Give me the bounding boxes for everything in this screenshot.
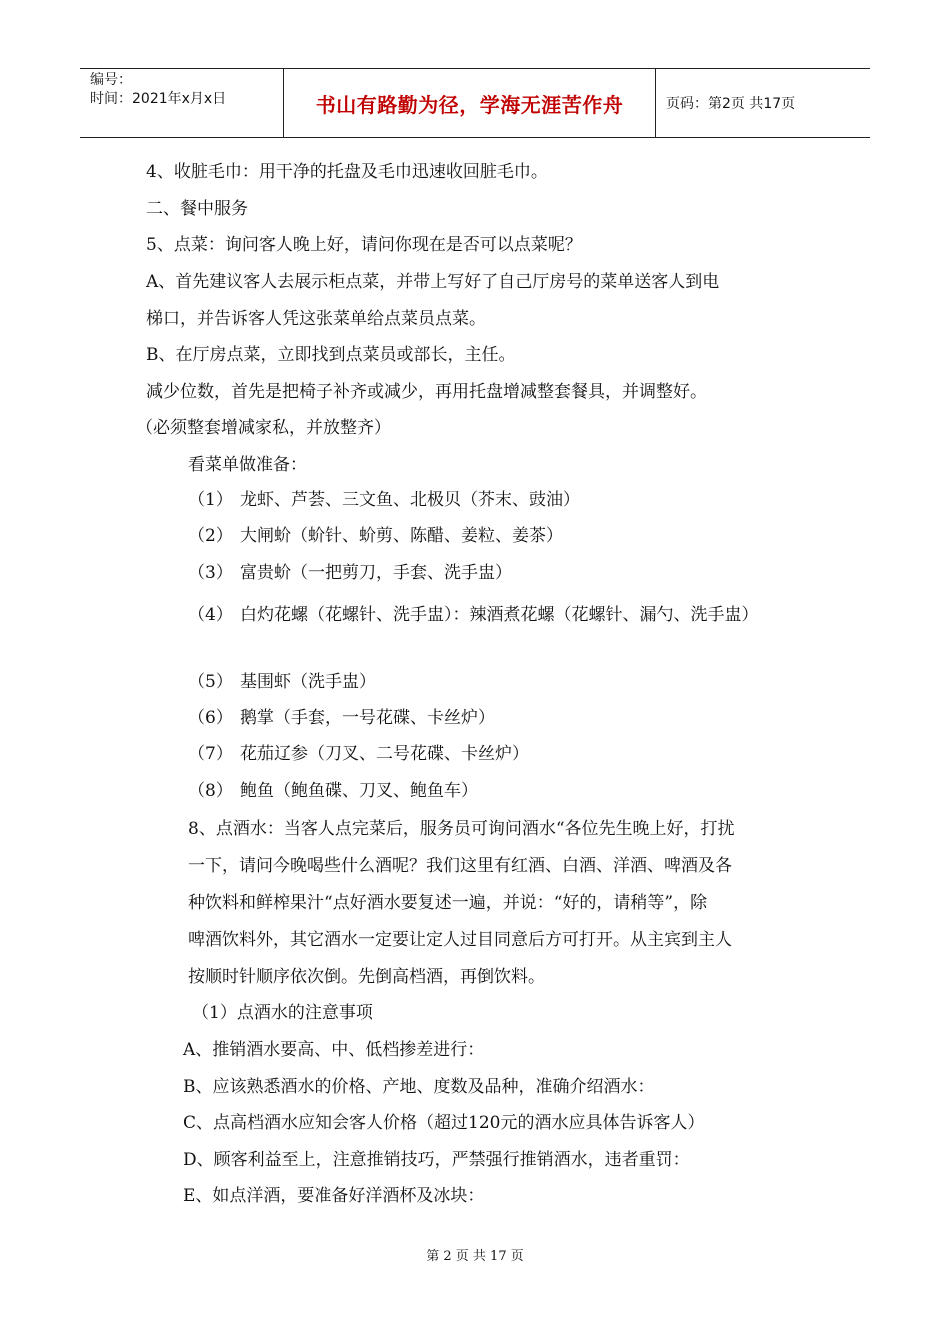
header-motto-cell xyxy=(283,69,656,137)
paragraph-drinks-line1: 8、点酒水：当客人点完菜后，服务员可询问酒水“各位先生晚上好，打扰 xyxy=(188,819,735,839)
list-item-text: 龙虾、芦荟、三文鱼、北极贝（芥末、豉油） xyxy=(240,490,580,510)
list-item-number: （4） xyxy=(188,605,233,625)
page-header xyxy=(80,68,870,138)
list-item-text: 鹅掌（手套，一号花碟、卡丝炉） xyxy=(240,708,495,728)
list-item-number: （8） xyxy=(188,781,233,801)
page-footer: 第 2 页 共 17 页 xyxy=(426,1249,524,1264)
note-b: B、应该熟悉酒水的价格、产地、度数及品种，准确介绍酒水： xyxy=(183,1077,655,1097)
paragraph-collect-towels: 4、收脏毛巾：用干净的托盘及毛巾迅速收回脏毛巾。 xyxy=(146,162,548,182)
paragraph-b: B、在厅房点菜，立即找到点菜员或部长，主任。 xyxy=(146,345,516,365)
list-item xyxy=(188,561,810,585)
list-item-text: 大闸蚧（蚧针、蚧剪、陈醋、姜粒、姜茶） xyxy=(240,526,563,546)
header-page-info xyxy=(656,69,870,137)
subheading-drink-notes: （1）点酒水的注意事项 xyxy=(192,1003,373,1023)
paragraph-note: （必须整套增减家私，并放整齐） xyxy=(136,418,391,438)
list-item-text: 鲍鱼（鲍鱼碟、刀叉、鲍鱼车） xyxy=(240,781,478,801)
paragraph-ordering: 5、点菜：询问客人晚上好，请问你现在是否可以点菜呢？ xyxy=(146,235,582,255)
list-item-text: 白灼花螺（花螺针、洗手盅）：辣酒煮花螺（花螺针、漏勺、洗手盅） xyxy=(240,605,759,625)
list-item-number: （5） xyxy=(188,672,233,692)
list-item-text: 基围虾（洗手盅） xyxy=(240,672,376,692)
paragraph-drinks-line4: 啤酒饮料外，其它酒水一定要让定人过目同意后方可打开。从主宾到主人 xyxy=(188,930,732,950)
paragraph-a-line2: 梯口，并告诉客人凭这张菜单给点菜员点菜。 xyxy=(146,309,486,329)
paragraph-drinks-line5: 按顺时针顺序依次倒。先倒高档酒，再倒饮料。 xyxy=(188,967,545,987)
note-a: A、推销酒水要高、中、低档掺差进行： xyxy=(183,1040,485,1060)
list-item xyxy=(188,488,810,512)
header-motto: 书山有路勤为径，学海无涯苦作舟 xyxy=(315,92,624,117)
list-item-text: 富贵蚧（一把剪刀，手套、洗手盅） xyxy=(240,563,512,583)
note-e: E、如点洋酒，要准备好洋酒杯及冰块： xyxy=(183,1186,485,1206)
document-number-label: 编号： xyxy=(90,72,132,88)
paragraph-drinks-line3: 种饮料和鲜榨果汁“点好酒水要复述一遍，并说：“好的，请稍等”，除 xyxy=(188,893,708,913)
note-c: C、点高档酒水应知会客人价格（超过120元的酒水应具体告诉客人） xyxy=(183,1113,705,1133)
header-meta xyxy=(80,69,283,137)
list-item xyxy=(188,670,810,694)
section-heading-service: 二、餐中服务 xyxy=(146,199,248,219)
paragraph-a-line1: A、首先建议客人去展示柜点菜，并带上写好了自己厅房号的菜单送客人到电 xyxy=(146,272,720,292)
list-item-number: （7） xyxy=(188,744,233,764)
list-item-number: （3） xyxy=(188,563,233,583)
list-item xyxy=(188,706,810,730)
list-item-text: 花茄辽参（刀叉、二号花碟、卡丝炉） xyxy=(240,744,529,764)
list-item-number: （2） xyxy=(188,526,233,546)
list-item xyxy=(188,779,810,803)
document-time-label: 时间：2021年x月x日 xyxy=(90,91,227,107)
paragraph-reduce-seats: 减少位数，首先是把椅子补齐或减少，再用托盘增减整套餐具，并调整好。 xyxy=(146,382,707,402)
list-item xyxy=(188,742,810,766)
header-page-number: 页码：第2页 共17页 xyxy=(666,96,796,112)
list-item-number: （6） xyxy=(188,708,233,728)
list-item xyxy=(188,597,810,633)
note-d: D、顾客利益至上，注意推销技巧，严禁强行推销酒水，违者重罚： xyxy=(183,1150,690,1170)
paragraph-menu-prep: 看菜单做准备： xyxy=(188,455,307,475)
list-item xyxy=(188,524,810,548)
list-item-number: （1） xyxy=(188,490,233,510)
paragraph-drinks-line2: 一下，请问今晚喝些什么酒呢？我们这里有红酒、白酒、洋酒、啤酒及各 xyxy=(188,856,732,876)
